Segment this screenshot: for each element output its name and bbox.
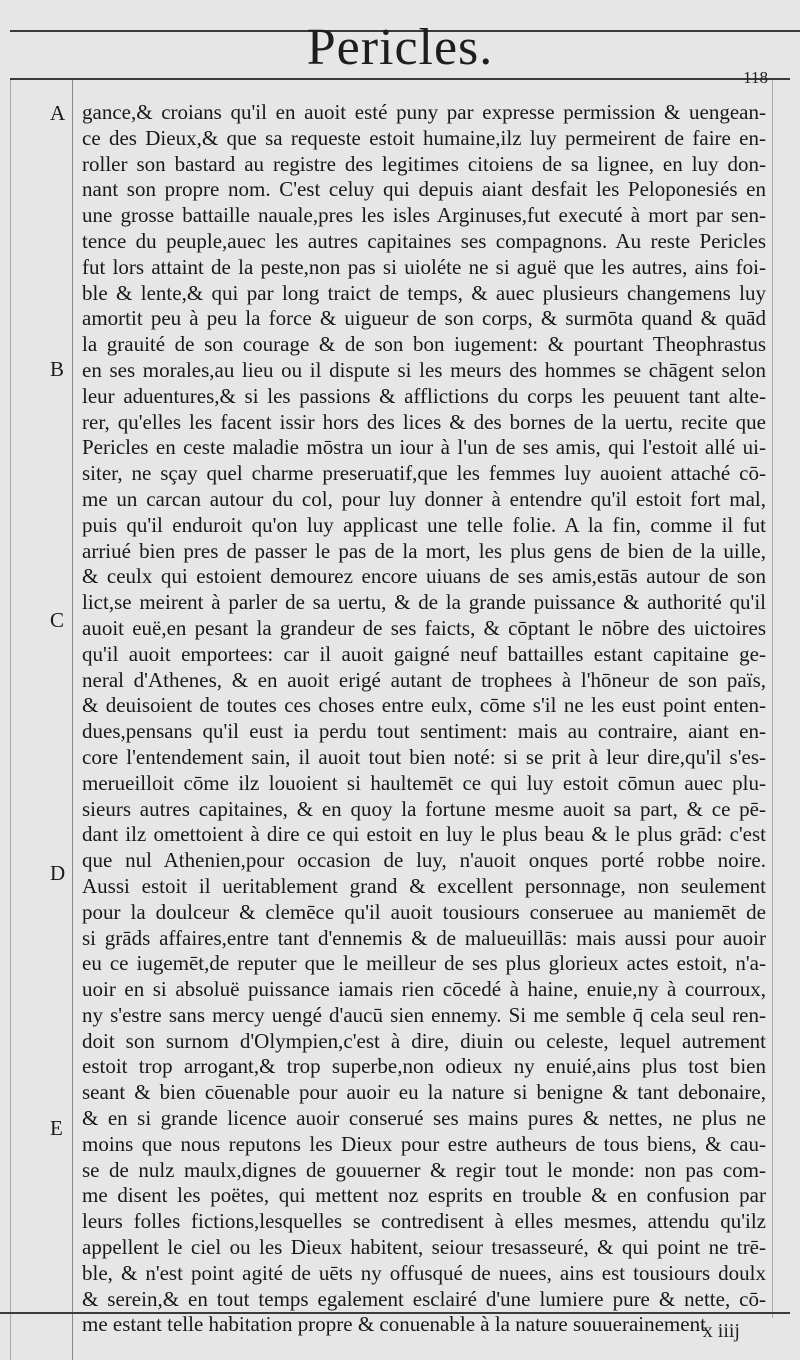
text-line: seant & bien cōuenable pour auoir eu la nature si benigne & tant debonaire, — [82, 1080, 766, 1105]
left-frame-rule-outer — [10, 78, 11, 1360]
text-line: Aussi estoit il ueritablement grand & excellent personnage, non seulement — [82, 873, 766, 898]
margin-letter-a: A — [50, 101, 66, 125]
text-line: fut lors attaint de la peste,non pas si uioléte ne si aguë que les autres, ains foi- — [82, 254, 766, 279]
text-line: qu'il auoit emportees: car il auoit gaigné neuf battailles estant capitaine ge- — [82, 641, 766, 666]
text-line: siter, ne sçay quel charme preseruatif,que les femmes luy auoient attaché cō- — [82, 461, 766, 486]
text-line: nant son propre nom. C'est celuy qui depuis aiant desfait les Peloponesiés en — [82, 177, 766, 202]
text-line: dues,pensans qu'il eust ia perdu tout sentiment: mais au contraire, aiant en- — [82, 719, 766, 744]
text-line: & en si grande licence auoir conserué ses mains pures & nettes, ne plus ne — [82, 1106, 766, 1131]
text-line: & deuisoient de toutes ces choses entre eulx, cōme s'il ne les eust point enten- — [82, 693, 766, 718]
text-line: tence du peuple,auec les autres capitaines ses compagnons. Au reste Pericles — [82, 228, 766, 253]
text-line: & ceulx qui estoient demourez encore uiuans de ses amis,estās autour de son — [82, 564, 766, 589]
text-line: leur aduentures,& si les passions & afflictions du corps les peuuent tant alte- — [82, 383, 766, 408]
text-line: me un carcan autour du col, pour luy donner à entendre qu'il estoit fort mal, — [82, 486, 766, 511]
text-line: estoit trop arrogant,& trop superbe,non odieux ny enuié,ains plus tost bien — [82, 1054, 766, 1079]
left-frame-rule — [72, 78, 73, 1360]
text-line: core l'entendement sain, il auoit tout bien noté: si se prit à leur dire,qu'il s'es- — [82, 744, 766, 769]
margin-letter-d: D — [50, 861, 66, 885]
text-line: dant ilz omettoient à dire ce qui estoit en luy le plus beau & le plus grād: c'est — [82, 822, 766, 847]
text-line: roller son bastard au registre des legitimes citoiens de sa lignee, en luy don- — [82, 151, 766, 176]
folio-number: 118 — [743, 68, 768, 87]
signature-mark: x iiij — [702, 1320, 740, 1342]
text-line: se de nulz maulx,dignes de gouuerner & regir tout le monde: non pas com- — [82, 1157, 766, 1182]
text-line: me estant telle habitation propre & conuenable à la nature souuerainement — [82, 1312, 706, 1337]
text-line: en ses morales,au lieu ou il dispute si les meurs des hommes se chāgent selon — [82, 357, 766, 382]
right-frame-rule — [772, 78, 773, 1318]
text-line: leurs folles fictions,lesquelles se contredisent à elles mesmes, attendu qu'ilz — [82, 1209, 766, 1234]
header-rule — [10, 78, 790, 80]
text-line: une grosse battaille nauale,pres les isles Arginuses,fut executé à mort par sen- — [82, 203, 766, 228]
body-text — [82, 100, 766, 1338]
text-line: la grauité de son courage & de son bon iugement: & pourtant Theophrastus — [82, 332, 766, 357]
text-line: me disent les poëtes, qui mettent noz esprits en trouble & en confusion par — [82, 1183, 766, 1208]
text-line: rer, qu'elles les facent issir hors des lices & des bornes de la uertu, recite que — [82, 409, 766, 434]
margin-letter-e: E — [50, 1116, 63, 1140]
text-line: que nul Athenien,pour occasion de luy, n'auoit onques porté robbe noire. — [82, 848, 766, 873]
text-line: auoit euë,en pesant la grandeur de ses faicts, & cōptant le nōbre des uictoires — [82, 615, 766, 640]
text-line: sieurs autres capitaines, & en quoy la fortune mesme auoit sa part, & ce pē- — [82, 796, 766, 821]
text-line: & serein,& en tout temps egalement esclairé d'une lumiere pure & nette, cō- — [82, 1286, 766, 1311]
text-line: uoir en si absoluë puissance iamais rien cōcedé à haine, enuie,ny à courroux, — [82, 977, 766, 1002]
text-line: Pericles en ceste maladie mōstra un iour à l'un de ses amis, qui l'estoit allé ui- — [82, 435, 766, 460]
margin-letter-b: B — [50, 357, 65, 381]
margin-letter-c: C — [50, 608, 65, 632]
running-head: Pericles. — [306, 19, 494, 76]
text-line: puis qu'il enduroit qu'on luy applicast une telle folie. A la fin, comme il fut — [82, 512, 766, 537]
text-line: amortit peu à peu la force & uigueur de son corps, & surmōta quand & quād — [82, 306, 766, 331]
text-line: ny s'estre sans mercy uengé d'aucū sien ennemy. Si me semble q̄ cela seul ren- — [82, 1002, 766, 1027]
text-line: ble & lente,& qui par long traict de temps, & auec plusieurs changemens luy — [82, 280, 766, 305]
text-line: appellent le ciel ou les Dieux habitent, seiour tresasseuré, & qui point ne trē- — [82, 1235, 766, 1260]
text-line: eu ce iugemēt,de reputer que le meilleur de ses plus glorieux actes estoit, n'a- — [82, 951, 766, 976]
text-line: merueilloit cōme ilz louoient si haultemēt ce qui luy estoit cōmun auec plu- — [82, 770, 766, 795]
text-line: ble, & n'est point agité de uēts ny offusqué de nuees, ains est tousiours doulx — [82, 1260, 766, 1285]
text-line: pour la doulceur & clemēce qu'il auoit tousiours conseruee au maniemēt de — [82, 899, 766, 924]
text-line: doit son surnom d'Olympien,c'est à dire, diuin ou celeste, lequel autrement — [82, 1028, 766, 1053]
text-line: neral d'Athenes, & en auoit erigé autant de trophees à l'hōneur de son païs, — [82, 667, 766, 692]
text-line: gance,& croians qu'il en auoit esté puny par expresse permission & uengean- — [82, 100, 766, 124]
text-line: moins que nous reputons les Dieux pour estre autheurs de tous biens, & cau- — [82, 1131, 766, 1156]
text-line: ce des Dieux,& que sa requeste estoit humaine,ilz luy permeirent de faire en- — [82, 125, 766, 150]
text-line: si grāds affaires,entre tant d'ennemis & de malueuillās: mais aussi pour auoir — [82, 925, 766, 950]
text-line: arriué bien pres de passer le pas de la mort, les plus gens de bien de la uille, — [82, 538, 766, 563]
text-line: lict,se meirent à parler de sa uertu, & de la grande puissance & authorité qu'il — [82, 590, 766, 615]
